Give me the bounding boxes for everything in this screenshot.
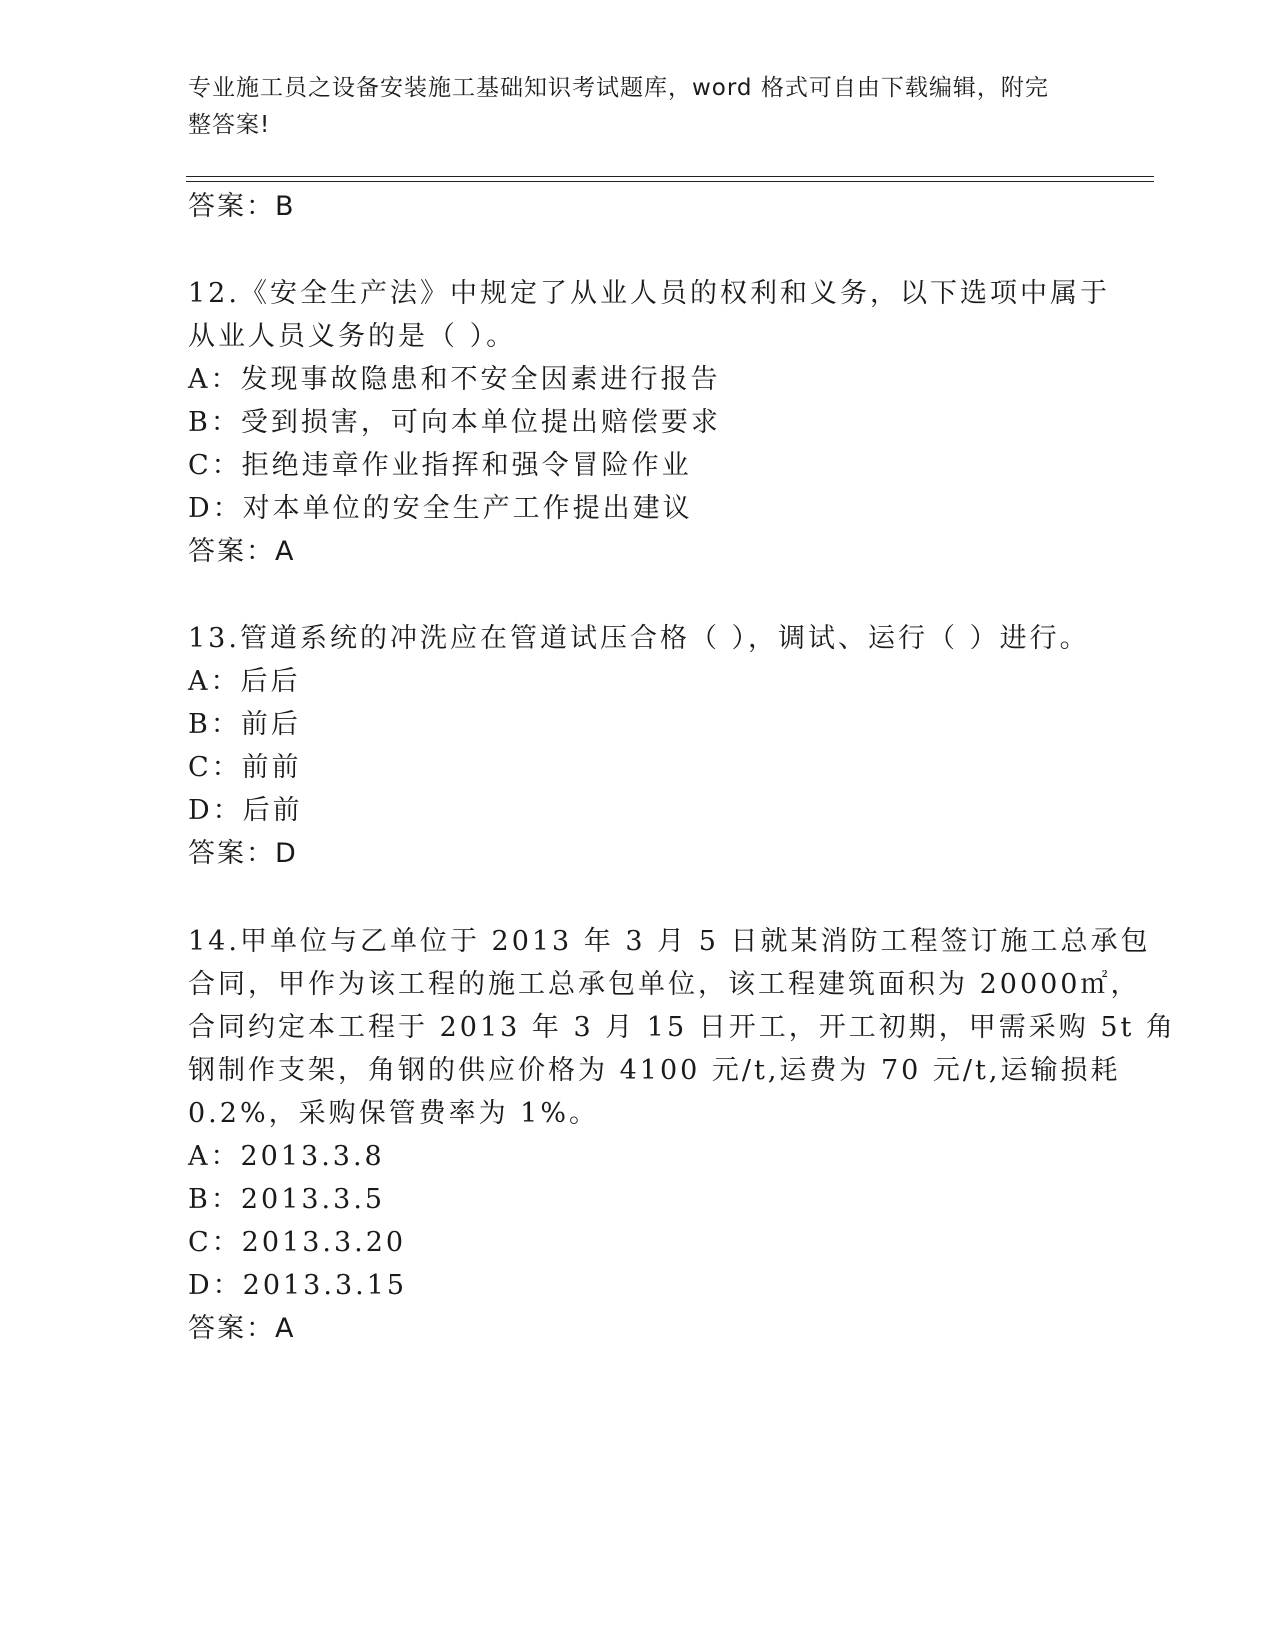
header-divider-bottom <box>186 181 1154 182</box>
question-14-option-b: B：2013.3.5 <box>188 1184 386 1215</box>
question-12-option-b: B：受到损害，可向本单位提出赔偿要求 <box>188 407 721 438</box>
question-14-line-1: 14.甲单位与乙单位于 2013 年 3 月 5 日就某消防工程签订施工总承包 <box>188 926 1151 957</box>
question-13-option-c: C：前前 <box>188 752 302 783</box>
question-14-line-5: 0.2%，采购保管费率为 1%。 <box>188 1098 600 1129</box>
question-14-line-2: 合同，甲作为该工程的施工总承包单位，该工程建筑面积为 20000㎡， <box>188 969 1141 1000</box>
question-14-line-4: 钢制作支架，角钢的供应价格为 4100 元/t,运费为 70 元/t,运输损耗 <box>188 1055 1121 1086</box>
question-14-option-d: D：2013.3.15 <box>188 1270 408 1301</box>
question-12-line-1: 12.《安全生产法》中规定了从业人员的权利和义务，以下选项中属于 <box>188 278 1110 309</box>
question-12-answer: 答案：A <box>188 536 296 567</box>
header-line-2: 整答案! <box>188 112 271 138</box>
answer-line: 答案：B <box>188 191 296 222</box>
question-14-line-3: 合同约定本工程于 2013 年 3 月 15 日开工，开工初期，甲需采购 5t 角 <box>188 1012 1176 1043</box>
document-header <box>188 70 1088 144</box>
question-13-option-d: D：后前 <box>188 795 303 826</box>
question-14-option-a: A：2013.3.8 <box>188 1141 385 1172</box>
question-12-option-a: A：发现事故隐患和不安全因素进行报告 <box>188 364 721 395</box>
question-14-option-c: C：2013.3.20 <box>188 1227 407 1258</box>
header-divider-top <box>186 176 1154 177</box>
question-12-option-c: C：拒绝违章作业指挥和强令冒险作业 <box>188 450 692 481</box>
question-13-answer: 答案：D <box>188 838 298 869</box>
question-12-line-2: 从业人员义务的是（ ）。 <box>188 321 517 352</box>
question-13-option-b: B：前后 <box>188 709 301 740</box>
question-14-answer: 答案：A <box>188 1313 296 1344</box>
question-13-option-a: A：后后 <box>188 666 301 697</box>
header-line-1: 专业施工员之设备安装施工基础知识考试题库，word 格式可自由下载编辑，附完 <box>188 75 1049 101</box>
question-12-option-d: D：对本单位的安全生产工作提出建议 <box>188 493 693 524</box>
question-13-line-1: 13.管道系统的冲洗应在管道试压合格（ ），调试、运行（ ）进行。 <box>188 623 1090 654</box>
